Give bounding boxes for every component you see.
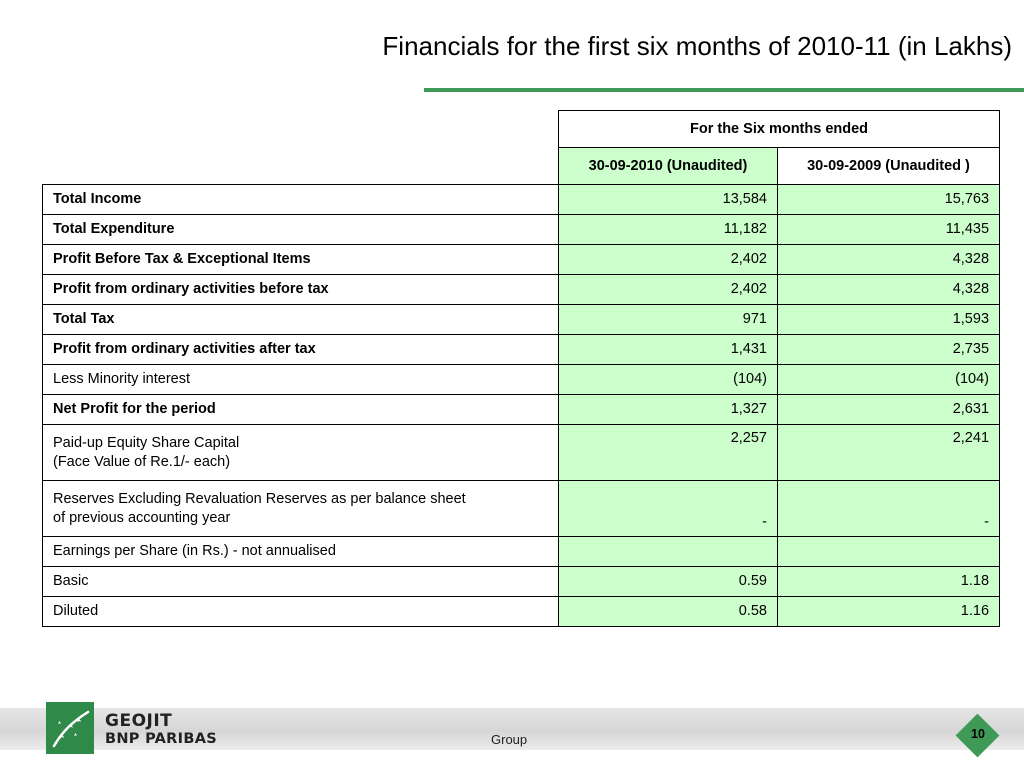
table-row xyxy=(43,365,1000,395)
value-2010 xyxy=(559,537,778,567)
value-2010: 1,431 xyxy=(559,335,778,365)
value-2009: 15,763 xyxy=(778,185,1000,215)
value-2009: 4,328 xyxy=(778,275,1000,305)
row-label-line: Paid-up Equity Share Capital xyxy=(53,434,240,451)
table-row xyxy=(43,597,1000,627)
value-2010: 2,402 xyxy=(559,245,778,275)
row-label-line: of previous accounting year xyxy=(53,509,231,526)
bnp-stars-logo-icon xyxy=(46,702,94,754)
table-row xyxy=(43,245,1000,275)
value-2009: (104) xyxy=(778,365,1000,395)
page-number-badge xyxy=(956,714,1000,758)
table-row xyxy=(43,215,1000,245)
table-row xyxy=(43,567,1000,597)
row-label: Diluted xyxy=(43,597,559,627)
table-group-header-row xyxy=(43,111,1000,148)
row-label: Total Tax xyxy=(43,305,559,335)
value-2010: - xyxy=(559,481,778,537)
table-row xyxy=(43,425,1000,481)
row-label: Net Profit for the period xyxy=(43,395,559,425)
row-label: Profit from ordinary activities after tax xyxy=(43,335,559,365)
row-label-line: Reserves Excluding Revaluation Reserves as per balance sheet xyxy=(53,490,466,507)
value-2009: 1.18 xyxy=(778,567,1000,597)
slide-title: Financials for the first six months of 2010-11 (in Lakhs) xyxy=(382,31,1012,61)
brand-line-1: GEOJIT xyxy=(105,711,173,731)
row-label-line: (Face Value of Re.1/- each) xyxy=(53,453,231,470)
value-2009: 11,435 xyxy=(778,215,1000,245)
brand-line-2: BNP PARIBAS xyxy=(105,731,217,747)
value-2010: 2,402 xyxy=(559,275,778,305)
table-corner-blank xyxy=(43,111,559,185)
column-header-2009: 30-09-2009 (Unaudited ) xyxy=(778,148,1000,185)
column-header-2010: 30-09-2010 (Unaudited) xyxy=(559,148,778,185)
value-2010: 11,182 xyxy=(559,215,778,245)
row-label: Profit Before Tax & Exceptional Items xyxy=(43,245,559,275)
financials-table xyxy=(42,110,1000,627)
row-label: Less Minority interest xyxy=(43,365,559,395)
page-number: 10 xyxy=(971,727,985,741)
table-row xyxy=(43,395,1000,425)
row-label: Basic xyxy=(43,567,559,597)
value-2010: 2,257 xyxy=(559,425,778,481)
table-row xyxy=(43,185,1000,215)
value-2009: 2,241 xyxy=(778,425,1000,481)
value-2009: 1.16 xyxy=(778,597,1000,627)
value-2009: 1,593 xyxy=(778,305,1000,335)
value-2009: 4,328 xyxy=(778,245,1000,275)
row-label: Earnings per Share (in Rs.) - not annualised xyxy=(43,537,559,567)
value-2009: 2,735 xyxy=(778,335,1000,365)
value-2010: 13,584 xyxy=(559,185,778,215)
row-label xyxy=(43,425,559,481)
value-2010: 0.58 xyxy=(559,597,778,627)
row-label: Total Expenditure xyxy=(43,215,559,245)
value-2010: 1,327 xyxy=(559,395,778,425)
table-row xyxy=(43,335,1000,365)
table-row xyxy=(43,481,1000,537)
brand-logo-text xyxy=(105,712,217,748)
table-row xyxy=(43,305,1000,335)
value-2009 xyxy=(778,537,1000,567)
table-row xyxy=(43,537,1000,567)
table-row xyxy=(43,275,1000,305)
title-underline xyxy=(424,88,1024,92)
value-2009: 2,631 xyxy=(778,395,1000,425)
value-2009: - xyxy=(778,481,1000,537)
value-2010: 0.59 xyxy=(559,567,778,597)
row-label xyxy=(43,481,559,537)
value-2010: (104) xyxy=(559,365,778,395)
value-2010: 971 xyxy=(559,305,778,335)
row-label: Profit from ordinary activities before tax xyxy=(43,275,559,305)
footer-group-label: Group xyxy=(491,732,528,747)
row-label: Total Income xyxy=(43,185,559,215)
group-header: For the Six months ended xyxy=(559,111,1000,148)
